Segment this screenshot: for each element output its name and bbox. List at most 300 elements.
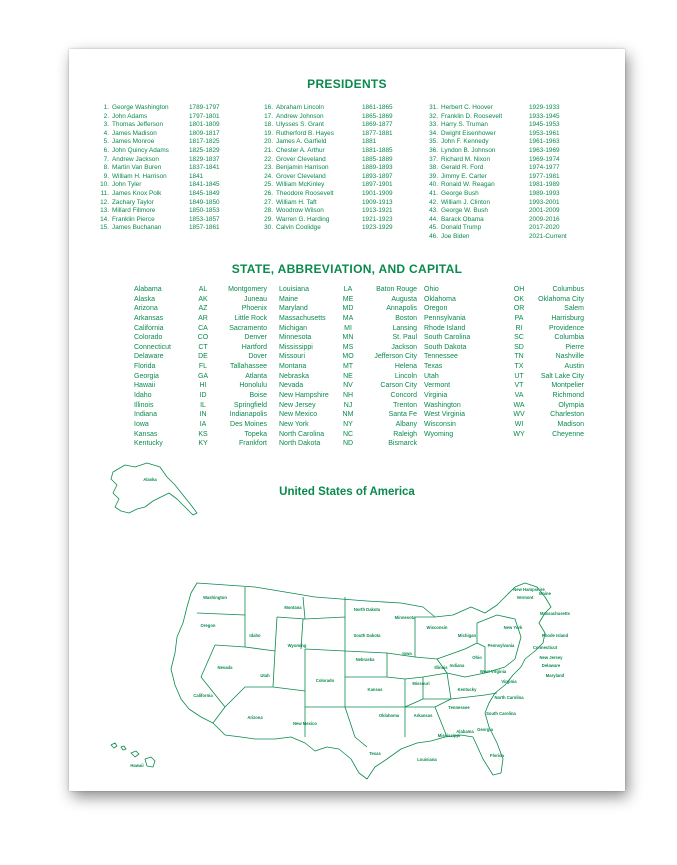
state-abbreviation: RI [515,324,523,332]
state-row [424,420,584,430]
state-name: Arizona [134,305,158,313]
state-abbreviation: NJ [343,401,353,409]
state-row [279,333,417,343]
state-abbreviation: IN [199,411,207,419]
state-abbreviation: MD [342,305,354,313]
president-row [261,190,410,199]
map-label-alabama: Alabama [456,729,474,734]
president-row [99,190,234,199]
president-number: 40. [429,181,438,189]
president-name: Millard Fillmore [112,207,156,215]
map-label-michigan: Michigan [457,633,477,638]
state-abbreviation: TX [514,363,524,371]
map-label-north-carolina: North Carolina [494,695,524,700]
president-row [99,164,234,173]
presidents-heading: PRESIDENTS [307,77,387,91]
state-name: Nebraska [279,372,309,380]
state-row [424,362,584,372]
state-capital: Sacramento [229,324,267,332]
president-name: Thomas Jefferson [112,121,164,129]
states-heading: STATE, ABBREVIATION, AND CAPITAL [231,262,463,276]
state-abbreviation: KY [198,440,208,448]
state-capital: Salem [564,305,584,313]
state-capital: Harrisburg [551,314,584,322]
state-row [134,410,267,420]
state-abbreviation: OH [513,286,525,293]
state-name: Minnesota [279,334,312,342]
president-years: 2017-2020 [529,224,560,232]
state-abbreviation: UT [514,372,524,380]
state-capital: Lansing [392,324,417,332]
states-column-3 [424,285,584,439]
state-name: Maine [279,295,299,303]
president-years: 1797-1801 [189,112,220,120]
president-years: 1825-1829 [189,146,220,154]
president-row [426,121,584,130]
state-name: New Hampshire [279,392,329,400]
president-years: 1801-1809 [189,121,220,129]
state-capital: Pierre [565,343,584,351]
state-name: New Jersey [279,401,316,409]
president-name: William J. Clinton [441,198,491,206]
president-row [99,216,234,225]
president-name: Rutherford B. Hayes [276,129,334,137]
state-abbreviation: CA [198,324,208,332]
map-label-mississippi: Mississippi [437,733,461,738]
state-capital: Tallahassee [230,363,267,371]
state-capital: Denver [244,334,267,342]
president-name: Herbert C. Hoover [441,104,493,111]
state-name: Oregon [424,305,448,313]
map-label-washington: Washington [203,595,227,600]
state-name: Virginia [424,392,448,400]
president-years: 1809-1817 [189,129,220,137]
president-row [426,164,584,173]
state-capital: Des Moines [230,420,267,428]
state-abbreviation: IA [199,420,207,428]
president-years: 1837-1841 [189,164,220,172]
president-row [261,164,410,173]
state-row [279,391,417,401]
president-years: 1861-1865 [362,104,393,111]
president-number: 26. [264,189,273,197]
president-number: 9. [103,172,109,180]
map-label-arizona: Arizona [247,715,263,720]
map-label-kentucky: Kentucky [457,687,477,692]
president-number: 16. [264,104,273,111]
president-number: 1. [103,104,109,111]
state-capital: Carson City [380,382,417,390]
president-years: 1857-1861 [189,224,220,232]
president-number: 30. [264,224,273,232]
president-name: Zachary Taylor [112,198,154,206]
president-years: 1929-1933 [529,104,560,111]
president-row [426,147,584,156]
president-row [426,138,584,147]
president-name: Richard M. Nixon [441,155,491,163]
state-name: South Carolina [424,334,471,342]
state-name: Colorado [134,334,163,342]
president-number: 19. [264,129,273,137]
state-row [279,285,417,295]
state-abbreviation: NM [342,411,354,419]
president-years: 1953-1961 [529,129,560,137]
state-capital: Concord [390,392,417,400]
state-capital: Montpelier [551,382,584,390]
president-years: 1865-1869 [362,112,393,120]
state-name: Idaho [134,392,152,400]
president-row [99,224,234,233]
president-row [261,130,410,139]
map-label-louisiana: Louisiana [417,757,437,762]
state-name: North Dakota [279,440,321,448]
state-abbreviation: HI [199,382,207,390]
state-name: Rhode Island [424,324,466,332]
president-number: 20. [264,138,273,146]
president-number: 25. [264,181,273,189]
map-label-massachusetts: Massachusetts [539,611,571,616]
state-name: New Mexico [279,411,318,419]
state-abbreviation: AK [198,295,208,303]
president-name: Theodore Roosevelt [276,189,334,197]
president-number: 8. [103,164,109,172]
state-capital: Dover [248,353,267,361]
state-abbreviation: TN [514,353,524,361]
president-number: 21. [264,146,273,154]
president-name: John Tyler [112,181,142,189]
state-abbreviation: LA [343,286,353,293]
state-name: North Carolina [279,430,325,438]
president-number: 18. [264,121,273,129]
president-name: Martin Van Buren [112,164,162,172]
state-row [424,410,584,420]
state-capital: Lincoln [394,372,417,380]
state-name: Florida [134,363,156,371]
state-row [424,314,584,324]
president-number: 22. [264,155,273,163]
map-label-illinois: Illinois [434,665,448,670]
state-name: Maryland [279,305,308,313]
president-number: 5. [103,138,109,146]
president-row [426,113,584,122]
state-abbreviation: WY [513,430,525,438]
state-row [134,381,267,391]
state-abbreviation: NY [343,420,353,428]
president-number: 29. [264,215,273,223]
state-row [279,295,417,305]
president-name: James Knox Polk [112,189,162,197]
president-row [261,113,410,122]
state-row [424,343,584,353]
president-number: 38. [429,164,438,172]
state-row [134,295,267,305]
state-capital: Hartford [241,343,267,351]
state-capital: Frankfort [238,440,267,448]
state-capital: Baton Rouge [376,286,417,293]
state-abbreviation: CO [197,334,209,342]
state-name: Louisiana [279,286,309,293]
president-years: 1901-1909 [362,189,393,197]
state-capital: Columbia [554,334,584,342]
state-name: Mississippi [279,343,313,351]
map-label-north-dakota: North Dakota [353,607,381,612]
map-label-florida: Florida [490,753,504,758]
president-number: 3. [103,121,109,129]
map-label-new-york: New York [503,625,523,630]
president-row [99,156,234,165]
state-capital: Helena [394,363,417,371]
state-name: Texas [424,363,443,371]
state-capital: Salt Lake City [540,372,584,380]
president-number: 31. [429,104,438,111]
map-label-maine: Maine [539,591,551,596]
president-number: 34. [429,129,438,137]
president-row [426,104,584,113]
state-abbreviation: MT [342,363,354,371]
state-name: Vermont [424,382,451,390]
state-name: Connecticut [134,343,171,351]
president-name: James Monroe [112,138,155,146]
map-label-hawaii: Hawaii [130,763,144,768]
president-name: Abraham Lincoln [276,104,324,111]
state-capital: Charleston [550,411,584,419]
state-name: Wisconsin [424,420,456,428]
state-row [279,324,417,334]
president-number: 32. [429,112,438,120]
state-abbreviation: NV [343,382,353,390]
president-row [426,173,584,182]
president-number: 24. [264,172,273,180]
state-abbreviation: MO [342,353,354,361]
state-capital: Honolulu [239,382,267,390]
president-row [426,233,584,242]
state-abbreviation: NE [343,372,353,380]
map-label-california: California [193,693,213,698]
state-capital: Phoenix [241,305,267,313]
map-label-new-hampshire: New Hampshire [513,587,545,592]
map-label-new-mexico: New Mexico [293,721,317,726]
state-abbreviation: VA [514,392,524,400]
state-abbreviation: OK [513,295,525,303]
president-name: William H. Harrison [112,172,167,180]
state-abbreviation: CT [198,343,208,351]
state-capital: Trenton [393,401,417,409]
state-row [134,391,267,401]
state-capital: Augusta [391,295,417,303]
presidents-column-3 [426,104,584,242]
state-row [424,352,584,362]
president-row [426,207,584,216]
president-years: 1850-1853 [189,207,220,215]
president-number: 13. [100,207,109,215]
president-number: 45. [429,224,438,232]
state-abbreviation: PA [514,314,524,322]
president-row [426,190,584,199]
state-name: Ohio [424,286,439,293]
president-name: Dwight Eisenhower [441,129,496,137]
state-capital: Little Rock [234,314,267,322]
state-name: Illinois [134,401,154,409]
map-label-wisconsin: Wisconsin [426,625,448,630]
map-label-utah: Utah [260,673,270,678]
state-capital: Albany [395,420,417,428]
state-abbreviation: AZ [198,305,208,313]
state-abbreviation: MN [342,334,354,342]
president-number: 28. [264,207,273,215]
president-name: George Bush [441,189,479,197]
president-years: 1849-1850 [189,198,220,206]
president-years: 1923-1929 [362,224,393,232]
president-row [261,121,410,130]
president-years: 1869-1877 [362,121,393,129]
map-label-montana: Montana [284,605,302,610]
president-number: 6. [103,146,109,154]
president-years: 1885-1889 [362,155,393,163]
state-name: Kansas [134,430,158,438]
president-row [261,224,410,233]
president-row [261,104,410,113]
map-label-minnesota: Minnesota [394,615,416,620]
president-years: 1993-2001 [529,198,560,206]
president-years: 1829-1837 [189,155,220,163]
map-label-oklahoma: Oklahoma [378,713,400,718]
state-capital: Columbus [552,286,584,293]
president-years: 2009-2016 [529,215,560,223]
poster-sheet [69,49,625,791]
state-name: Iowa [134,420,149,428]
state-abbreviation: AR [198,314,208,322]
state-capital: Boise [249,392,267,400]
state-abbreviation: ME [342,295,354,303]
state-name: Wyoming [424,430,454,438]
president-number: 2. [103,112,109,120]
president-row [426,216,584,225]
president-number: 15. [100,224,109,232]
president-years: 1933-1945 [529,112,560,120]
state-name: Indiana [134,411,157,419]
state-name: Missouri [279,353,306,361]
state-name: Kentucky [134,440,163,448]
president-name: Warren G. Harding [276,215,330,223]
president-name: Calvin Coolidge [276,224,321,232]
president-name: Chester A. Arthur [276,146,325,154]
president-number: 10. [100,181,109,189]
map-label-new-jersey: New Jersey [539,655,563,660]
state-row [134,314,267,324]
state-name: South Dakota [424,343,467,351]
state-row [279,362,417,372]
president-number: 37. [429,155,438,163]
president-row [261,156,410,165]
us-outline [171,583,551,779]
president-name: George W. Bush [441,207,488,215]
state-row [279,343,417,353]
states-column-1 [134,285,267,449]
state-abbreviation: WA [513,401,525,409]
map-label-tennessee: Tennessee [448,705,470,710]
state-name: New York [279,420,309,428]
state-name: Pennsylvania [424,314,466,322]
president-name: John Quincy Adams [112,146,169,154]
president-years: 1909-1913 [362,198,393,206]
president-number: 27. [264,198,273,206]
map-label-south-dakota: South Dakota [353,633,381,638]
president-row [261,216,410,225]
president-years: 1841 [189,172,204,180]
president-row [261,181,410,190]
president-name: Ulysses S. Grant [276,121,324,129]
state-name: Washington [424,401,461,409]
president-row [261,147,410,156]
state-row [424,304,584,314]
state-row [279,401,417,411]
map-label-west-virginia: West Virginia [479,669,507,674]
president-years: 1974-1977 [529,164,560,172]
state-name: Tennessee [424,353,458,361]
state-abbreviation: DE [198,353,208,361]
state-abbreviation: KS [198,430,208,438]
state-abbreviation: AL [198,286,208,293]
state-name: Hawaii [134,382,156,390]
president-row [99,113,234,122]
president-row [99,138,234,147]
state-row [134,372,267,382]
state-name: Georgia [134,372,159,380]
map-label-connecticut: Connecticut [532,645,558,650]
president-number: 4. [103,129,109,137]
state-row [134,343,267,353]
state-capital: Indianapolis [229,411,267,419]
president-row [261,199,410,208]
president-row [99,181,234,190]
state-name: Alaska [134,295,156,303]
president-row [99,207,234,216]
state-abbreviation: NH [342,392,354,400]
state-capital: Oklahoma City [538,295,584,303]
president-years: 1881-1885 [362,146,393,154]
state-name: Michigan [279,324,308,332]
state-capital: Juneau [244,295,267,303]
state-row [279,381,417,391]
president-name: Harry S. Truman [441,121,488,129]
president-years: 1877-1881 [362,129,393,137]
state-abbreviation: WV [513,411,525,419]
map-label-missouri: Missouri [412,681,430,686]
president-name: James Buchanan [112,224,162,232]
state-capital: Jackson [391,343,417,351]
president-name: Ronald W. Reagan [441,181,495,189]
president-name: William H. Taft [276,198,317,206]
state-abbreviation: MS [342,343,354,351]
president-row [426,199,584,208]
president-row [426,156,584,165]
map-label-iowa: Iowa [402,651,412,656]
president-number: 39. [429,172,438,180]
map-label-kansas: Kansas [367,687,383,692]
president-name: John F. Kennedy [441,138,489,146]
state-row [134,304,267,314]
president-years: 1963-1969 [529,146,560,154]
president-row [426,130,584,139]
president-years: 1921-1923 [362,215,393,223]
state-capital: Santa Fe [388,411,417,419]
map-heading: United States of America [279,486,415,498]
state-name: Delaware [134,353,164,361]
president-name: Franklin Pierce [112,215,155,223]
state-capital: Raleigh [393,430,417,438]
president-years: 1845-1849 [189,189,220,197]
president-name: Franklin D. Roosevelt [441,112,503,120]
